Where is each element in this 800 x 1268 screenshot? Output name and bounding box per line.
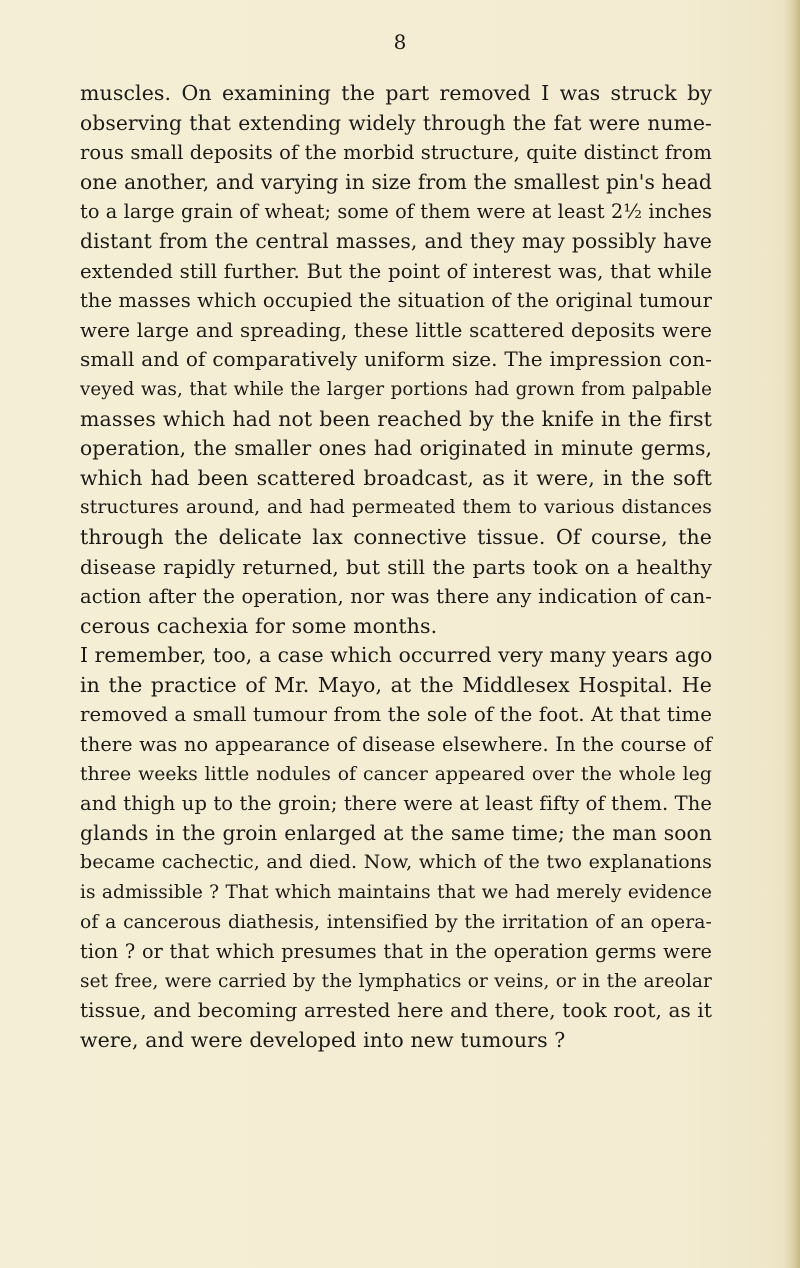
text-line: there was no appearance of disease elsewhere. In the course of [80,733,712,757]
text-line: became cachectic, and died. Now, which of the two explanations [80,851,712,874]
text-line: cerous cachexia for some months. [80,613,438,638]
text-line: disease rapidly returned, but still the parts took on a healthy [80,554,712,579]
text-line: glands in the groin enlarged at the same time; the man soon [80,820,712,845]
text-line: observing that extending widely through the fat were nume- [80,110,712,135]
text-line: veyed was, that while the larger portions had grown from palpable [80,378,712,400]
text-line: distant from the central masses, and they may possibly have [80,228,712,253]
text-line: and thigh up to the groin; there were at least fifty of them. The [80,792,712,816]
text-line: were, and were developed into new tumours ? [80,1028,566,1052]
text-line: in the practice of Mr. Mayo, at the Middlesex Hospital. He [80,672,712,697]
text-line: three weeks little nodules of cancer appeared over the whole leg [80,763,712,785]
text-line: structures around, and had permeated them to various distances [80,497,712,519]
text-line: removed a small tumour from the sole of the foot. At that time [80,703,712,727]
text-line: small and of comparatively uniform size. The impression con- [80,347,712,372]
text-line: the masses which occupied the situation of the original tumour [80,289,712,313]
text-line: of a cancerous diathesis, intensified by the irritation of an opera- [80,911,712,933]
text-line: action after the operation, nor was there any indication of can- [80,585,712,609]
text-line: set free, were carried by the lymphatics or veins, or in the areolar [80,970,712,992]
text-line: extended still further. But the point of interest was, that while [80,259,712,283]
text-line: operation, the smaller ones had originated in minute germs, [80,436,712,461]
page-edge-shadow [784,0,800,1268]
text-line: to a large grain of wheat; some of them were at least 2½ inches [80,200,712,224]
text-line: I remember, too, a case which occurred very many years ago [80,643,713,668]
page-number: 8 [393,30,407,54]
text-line: muscles. On examining the part removed I was struck by [80,81,712,105]
text-line: one another, and varying in size from the smallest pin's head [80,169,712,194]
text-line: masses which had not been reached by the knife in the first [80,406,712,431]
text-line: tion ? or that which presumes that in the operation germs were [80,940,712,964]
body-text [80,79,712,1056]
text-line: rous small deposits of the morbid structure, quite distinct from [80,141,713,165]
text-line: tissue, and becoming arrested here and there, took root, as it [80,998,712,1023]
text-line: which had been scattered broadcast, as it were, in the soft [80,465,712,490]
text-line: through the delicate lax connective tissue. Of course, the [80,524,712,549]
text-line: is admissible ? That which maintains that we had merely evidence [80,882,712,904]
text-line: were large and spreading, these little scattered deposits were [80,318,712,342]
